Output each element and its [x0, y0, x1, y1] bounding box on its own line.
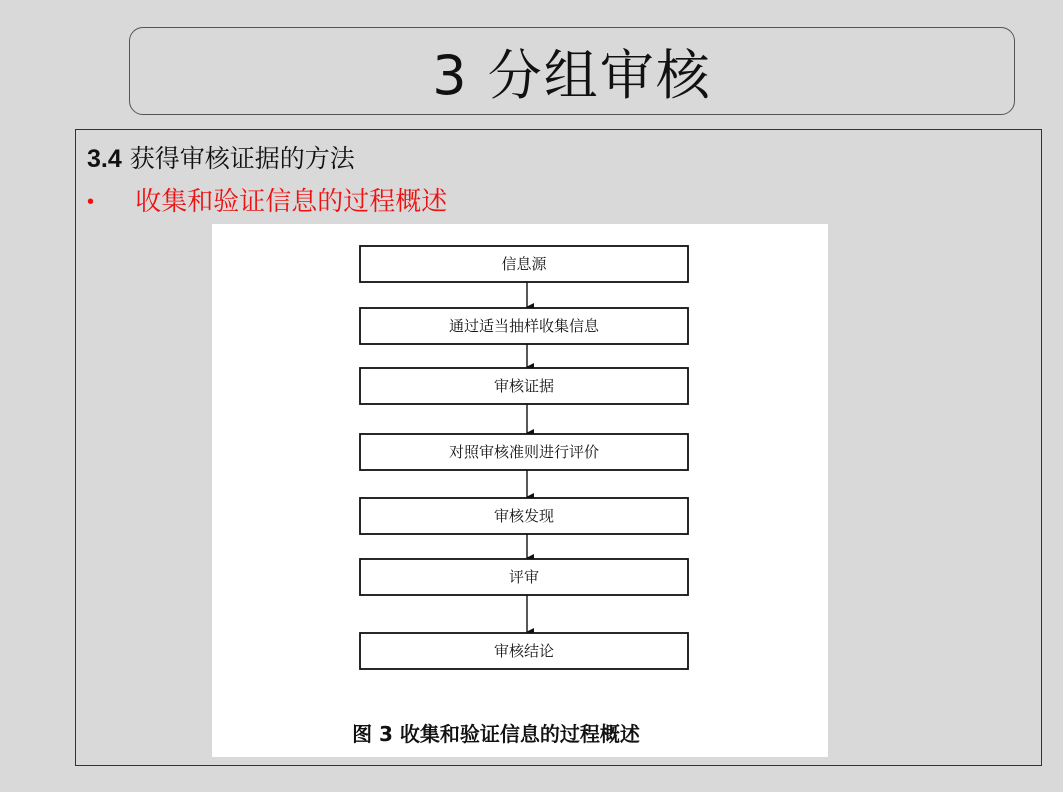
bullet-item	[87, 181, 447, 218]
section-heading	[87, 139, 355, 175]
flow-step-label: 审核结论	[493, 642, 555, 660]
flowchart-figure	[212, 224, 828, 757]
section-heading-text: 获得审核证据的方法	[129, 144, 355, 173]
flow-step-label: 对照审核准则进行评价	[448, 443, 600, 461]
flow-step-label: 审核证据	[493, 377, 555, 395]
section-number: 3.4	[87, 145, 122, 173]
bullet-icon: •	[87, 191, 95, 213]
flow-step-label: 通过适当抽样收集信息	[448, 317, 600, 335]
flow-step-label: 审核发现	[493, 507, 555, 525]
bullet-text: 收集和验证信息的过程概述	[135, 187, 448, 217]
flow-step-label: 评审	[508, 568, 540, 586]
flowchart-diagram	[212, 224, 828, 757]
figure-caption: 图 3 收集和验证信息的过程概述	[352, 722, 640, 746]
flow-step-label: 信息源	[501, 255, 547, 273]
flowchart-steps	[360, 246, 688, 669]
slide-title-box	[129, 27, 1015, 115]
slide-title: 3 分组审核	[432, 43, 712, 107]
